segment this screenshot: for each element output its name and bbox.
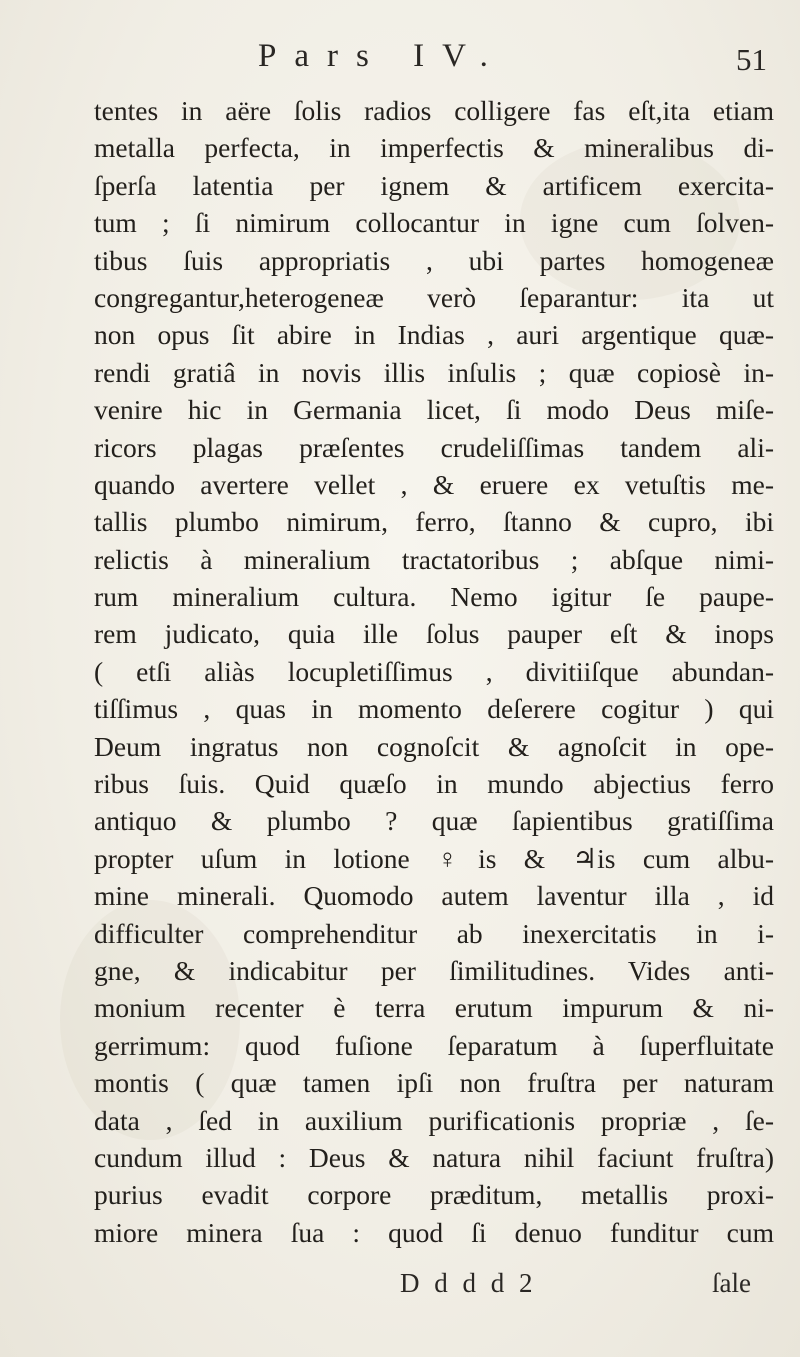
text-line: montis ( quæ tamen ipſi non fruſtra per naturam: [94, 1067, 774, 1099]
signature-mark: D d d d 2: [400, 1268, 537, 1298]
text-line: tallis plumbo nimirum, ferro, ſtanno & cupro, ibi: [94, 506, 774, 538]
text-line: rum mineralium cultura. Nemo igitur ſe paupe-: [94, 581, 774, 613]
text-line: ribus ſuis. Quid quæſo in mundo abjectius ferro: [94, 768, 774, 800]
text-line: quando avertere vellet , & eruere ex vetuſtis me-: [94, 468, 774, 500]
text-line: data , ſed in auxilium purificationis propriæ , ſe-: [94, 1104, 774, 1136]
text-line: gerrimum: quod fuſione ſeparatum à ſuperfluitate: [94, 1029, 774, 1061]
body-text: [94, 92, 774, 1251]
page-number: 51: [736, 42, 767, 77]
text-line: antiquo & plumbo ? quæ ſapientibus gratiſſima: [94, 805, 774, 837]
text-line: purius evadit corpore præditum, metallis proxi-: [94, 1179, 774, 1211]
running-head: [0, 38, 800, 82]
text-line: metalla perfecta, in imperfectis & mineralibus di-: [94, 132, 774, 164]
text-line: ricors plagas præſentes crudeliſſimas tandem ali-: [94, 431, 774, 463]
page-footer: [0, 1268, 800, 1308]
text-line: tum ; ſi nimirum collocantur in igne cum ſolven-: [94, 207, 774, 239]
text-line: ſperſa latentia per ignem & artificem exercita-: [94, 169, 774, 201]
text-line: rendi gratiâ in novis illis inſulis ; quæ copiosè in-: [94, 356, 774, 388]
text-line: propter uſum in lotione ♀is & ♃is cum albu-: [94, 842, 774, 874]
text-line: tiſſimus , quas in momento deſerere cogitur ) qui: [94, 693, 774, 725]
text-line: relictis à mineralium tractatoribus ; abſque nimi-: [94, 543, 774, 575]
text-line: congregantur,heterogeneæ verò ſeparantur: ita ut: [94, 281, 774, 313]
text-line: monium recenter è terra erutum impurum & ni-: [94, 992, 774, 1024]
text-line: rem judicato, quia ille ſolus pauper eſt & inops: [94, 618, 774, 650]
text-line: mine minerali. Quomodo autem laventur illa , id: [94, 880, 774, 912]
running-head-title: Pars IV.: [258, 38, 506, 74]
text-line: venire hic in Germania licet, ſi modo Deus miſe-: [94, 394, 774, 426]
text-line: tentes in aëre ſolis radios colligere fas eſt,ita etiam: [94, 95, 774, 126]
text-line: cundum illud : Deus & natura nihil faciunt fruſtra): [94, 1141, 774, 1173]
text-line: gne, & indicabitur per ſimilitudines. Vides anti-: [94, 954, 774, 986]
text-line: non opus ſit abire in Indias , auri argentique quæ-: [94, 319, 774, 351]
text-line: Deum ingratus non cognoſcit & agnoſcit in ope-: [94, 730, 774, 762]
catchword: ſale: [712, 1268, 751, 1298]
text-line: miore minera ſua : quod ſi denuo funditur cum: [94, 1216, 774, 1248]
text-line: ( etſi aliàs locupletiſſimus , divitiiſque abundan-: [94, 655, 774, 687]
text-line: difficulter comprehenditur ab inexercitatis in i-: [94, 917, 774, 949]
text-line: tibus ſuis appropriatis , ubi partes homogeneæ: [94, 244, 774, 276]
